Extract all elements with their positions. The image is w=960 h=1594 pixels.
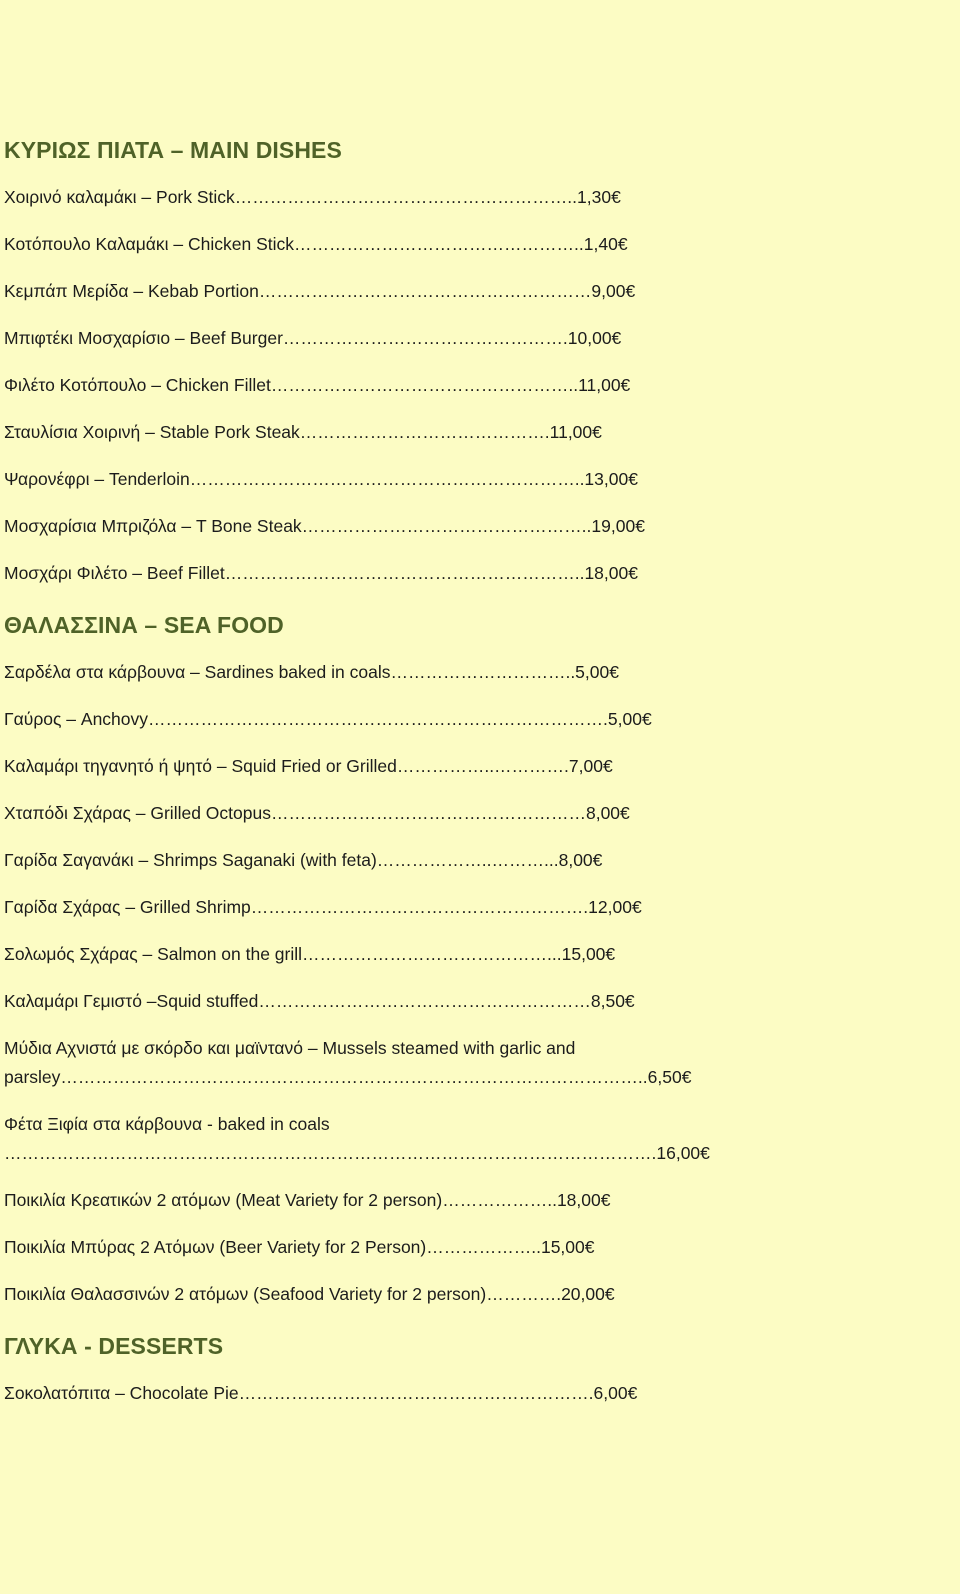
menu-item: Σοκολατόπιτα – Chocolate Pie…………………………………………………….6,00€ [4,1383,638,1403]
menu-item: Μοσχάρι Φιλέτο – Beef Fillet……………………………………………………..18,00€ [4,563,638,583]
section-title: ΘΑΛΑΣΣΙΝΑ – SEA FOOD [4,612,284,638]
menu-item: Φέτα Ξιφία στα κάρβουνα - baked in coals ………………………………………………………………………………………………….16,00€ [4,1114,710,1163]
menu-item: Μύδια Αχνιστά με σκόρδο και μαϊντανό – Mussels steamed with garlic and parsley………………………………………………………………………………………..6,50€ [4,1038,692,1087]
menu-item: Μοσχαρίσια Μπριζόλα – T Bone Steak…………………………………………..19,00€ [4,516,645,536]
section-title: ΚΥΡΙΩΣ ΠΙΑΤΑ – MAIN DISHES [4,137,342,163]
menu-item: Χοιρινό καλαμάκι – Pork Stick…………………………………………………..1,30€ [4,187,621,207]
section-main-dishes [4,131,704,588]
menu-item: Κεμπάπ Μερίδα – Kebab Portion…………………………………………………9,00€ [4,281,636,301]
menu-item: Σαρδέλα στα κάρβουνα – Sardines baked in coals…………………………..5,00€ [4,662,619,682]
menu-item: Γαύρος – Anchovy…………………………………………………………………….5,00€ [4,709,652,729]
menu-item: Ποικιλία Θαλασσινών 2 ατόμων (Seafood Variety for 2 person)………….20,00€ [4,1284,615,1304]
menu-item: Ποικιλία Κρεατικών 2 ατόμων (Meat Variety for 2 person)………………..18,00€ [4,1190,611,1210]
menu-item: Χταπόδι Σχάρας – Grilled Octopus………………………………………………8,00€ [4,803,630,823]
menu-item: Ψαρονέφρι – Tenderloin…………………………………………………………..13,00€ [4,469,638,489]
menu-list [4,658,710,1309]
section-title: ΓΛΥΚΑ - DESSERTS [4,1333,224,1359]
menu-item: Κοτόπουλο Καλαμάκι – Chicken Stick…………………………………………..1,40€ [4,234,628,254]
menu-item: Καλαμάρι τηγανητό ή ψητό – Squid Fried or Grilled……………..………….7,00€ [4,756,613,776]
menu-list [4,1379,704,1408]
menu-item: Ποικιλία Μπύρας 2 Ατόμων (Beer Variety for 2 Person)………………..15,00€ [4,1237,595,1257]
menu-item: Σταυλίσια Χοιρινή – Stable Pork Steak…………………………………….11,00€ [4,422,602,442]
menu-item: Σολωμός Σχάρας – Salmon on the grill……………………………………...15,00€ [4,944,616,964]
menu-item: Μπιφτέκι Μοσχαρίσιο – Beef Burger………………………………………….10,00€ [4,328,622,348]
menu-item: Γαρίδα Σχάρας – Grilled Shrimp………………………………………………….12,00€ [4,897,642,917]
menu-item: Καλαμάρι Γεμιστό –Squid stuffed…………………………………………………8,50€ [4,991,635,1011]
section-desserts [4,1327,704,1408]
menu-item: Φιλέτο Κοτόπουλο – Chicken Fillet……………………………………………..11,00€ [4,375,631,395]
section-sea-food [4,606,710,1309]
menu-item: Γαρίδα Σαγανάκι – Shrimps Saganaki (with feta)………………..………...8,00€ [4,850,603,870]
menu-page [4,131,710,1426]
menu-list [4,183,704,588]
